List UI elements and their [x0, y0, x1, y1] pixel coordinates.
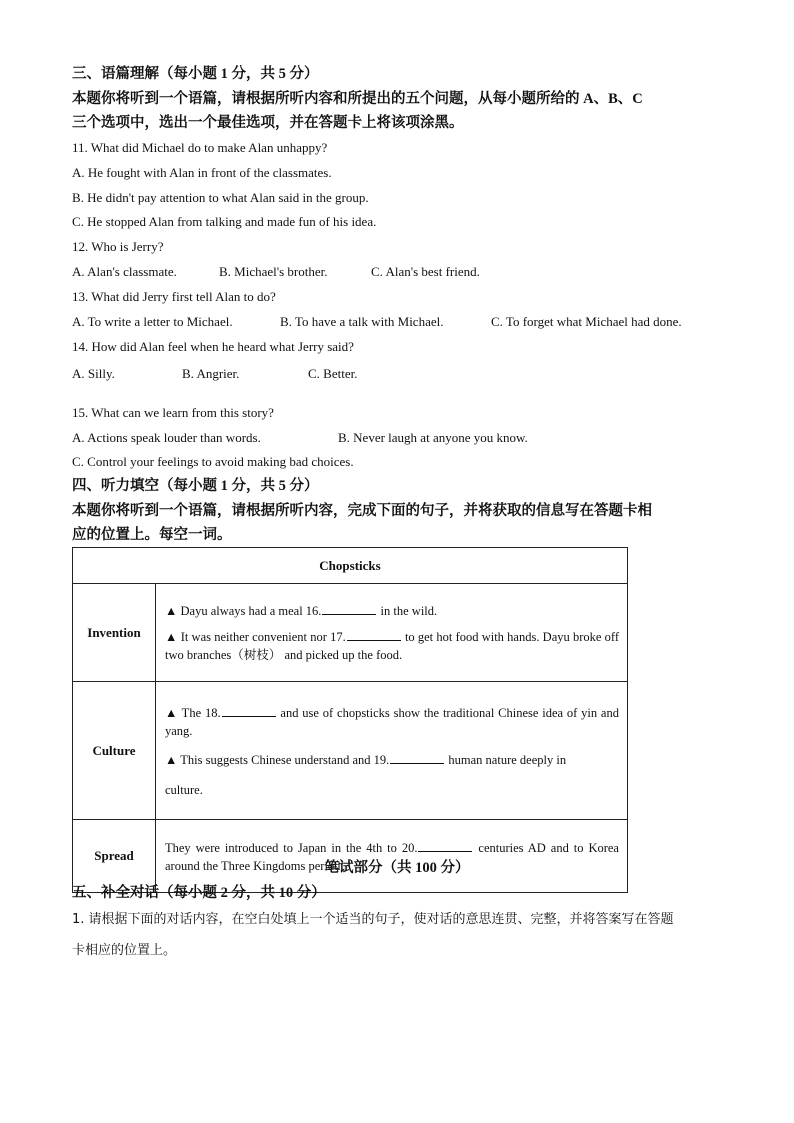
- question-14: 14. How did Alan feel when he heard what Jerry said?: [72, 339, 354, 354]
- table-row-spread: [73, 820, 628, 893]
- question-11-option-a: A. He fought with Alan in front of the classmates.: [72, 165, 332, 180]
- answer-blank-17: [347, 627, 401, 641]
- row-label-culture: Culture: [73, 682, 156, 820]
- table-caption: Chopsticks: [73, 548, 628, 584]
- section3-instruction-line2: 三个选项中，选出一个最佳选项，并在答题卡上将该项涂黑。: [72, 115, 464, 131]
- invention-sentence-2: ▲ It was neither convenient nor 17. to get hot food with hands. Dayu broke off two branches（树枝） and picked up the food.: [165, 627, 619, 664]
- question-13-option-a: A. To write a letter to Michael.: [72, 314, 233, 329]
- answer-blank-20: [418, 838, 472, 852]
- answer-blank-18: [222, 703, 276, 717]
- question-13-options: [72, 313, 712, 331]
- section4-heading: 四、听力填空（每小题 1 分，共 5 分）: [72, 478, 319, 494]
- culture-sentence-1: ▲ The 18. and use of chopsticks show the traditional Chinese idea of yin and yang.: [165, 703, 619, 740]
- question-12-option-b: B. Michael's brother.: [219, 264, 328, 279]
- written-part-title: 笔试部分（共 100 分）: [324, 860, 470, 876]
- question-11-option-c: C. He stopped Alan from talking and made fun of his idea.: [72, 214, 377, 229]
- table-row-culture: [73, 682, 628, 820]
- question-12-option-c: C. Alan's best friend.: [371, 264, 480, 279]
- question-14-option-c: C. Better.: [308, 366, 358, 381]
- culture-sentence-2: ▲ This suggests Chinese understand and 19. human nature deeply in: [165, 750, 619, 769]
- question-13-option-b: B. To have a talk with Michael.: [280, 314, 444, 329]
- question-15: 15. What can we learn from this story?: [72, 405, 274, 420]
- answer-blank-19: [390, 750, 444, 764]
- section4-instruction-line2: 应的位置上。每空一词。: [72, 527, 232, 543]
- row-label-invention: Invention: [73, 584, 156, 682]
- question-15-option-a: A. Actions speak louder than words.: [72, 430, 261, 445]
- section5-heading: 五、补全对话（每小题 2 分，共 10 分）: [72, 885, 326, 901]
- row-label-spread: Spread: [73, 820, 156, 893]
- question-11: 11. What did Michael do to make Alan unhappy?: [72, 140, 328, 155]
- section5-instruction-line2: 卡相应的位置上。: [72, 943, 177, 958]
- invention-cell: [156, 584, 628, 682]
- answer-blank-16: [322, 601, 376, 615]
- question-12: 12. Who is Jerry?: [72, 239, 164, 254]
- question-14-options: [72, 365, 472, 383]
- section4-instruction-line1: 本题你将听到一个语篇，请根据所听内容，完成下面的句子，并将获取的信息写在答题卡相: [72, 503, 652, 519]
- question-12-option-a: A. Alan's classmate.: [72, 264, 177, 279]
- culture-cell: [156, 682, 628, 820]
- spread-cell: [156, 820, 628, 893]
- question-12-options: [72, 263, 672, 281]
- question-13: 13. What did Jerry first tell Alan to do?: [72, 289, 276, 304]
- culture-sentence-2-end: culture.: [165, 782, 203, 797]
- question-11-option-b: B. He didn't pay attention to what Alan said in the group.: [72, 190, 369, 205]
- section5-instruction-line1: 1. 请根据下面的对话内容，在空白处填上一个适当的句子，使对话的意思连贯、完整，并将答案写在答题: [72, 912, 674, 927]
- question-14-option-b: B. Angrier.: [182, 366, 240, 381]
- invention-sentence-1: ▲ Dayu always had a meal 16. in the wild.: [165, 601, 619, 620]
- question-15-options-ab: [72, 429, 672, 447]
- spread-sentence: They were introduced to Japan in the 4th to 20. centuries AD and to Korea around the Three Kingdoms period.: [165, 838, 619, 875]
- chopsticks-table: [72, 547, 628, 893]
- question-13-option-c: C. To forget what Michael had done.: [491, 314, 682, 329]
- section3-instruction-line1: 本题你将听到一个语篇，请根据所听内容和所提出的五个问题，从每小题所给的 A、B、C: [72, 91, 643, 107]
- table-row-invention: [73, 584, 628, 682]
- question-14-option-a: A. Silly.: [72, 366, 115, 381]
- section3-heading: 三、语篇理解（每小题 1 分，共 5 分）: [72, 66, 319, 82]
- question-15-option-c: C. Control your feelings to avoid making bad choices.: [72, 454, 354, 469]
- question-15-option-b: B. Never laugh at anyone you know.: [338, 430, 528, 445]
